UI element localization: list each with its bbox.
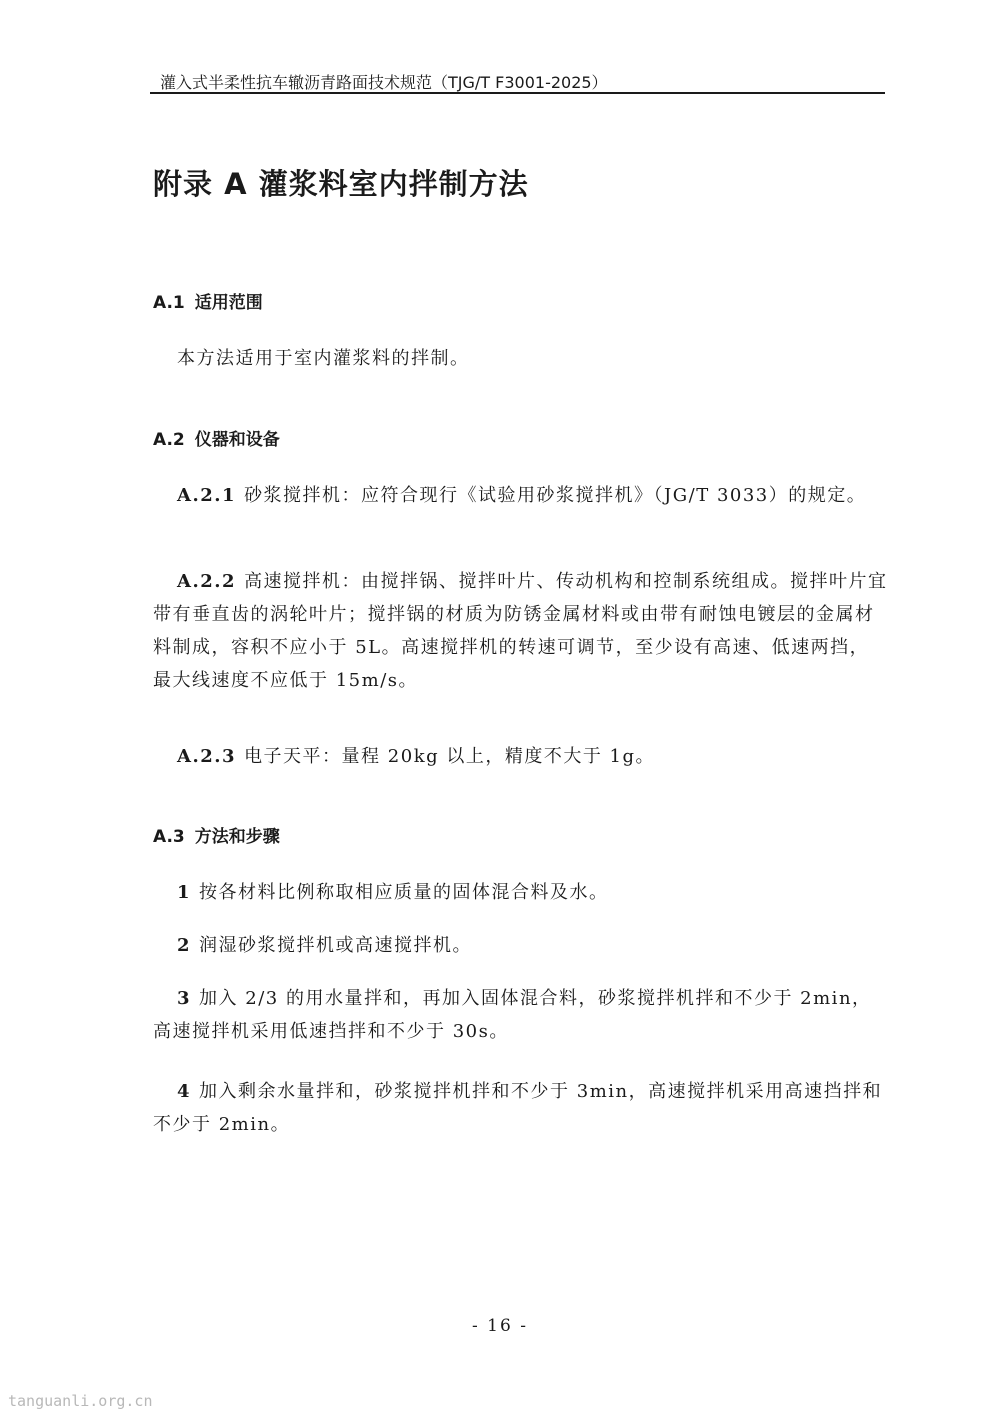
section-a1-body: 本方法适用于室内灌浆料的拌制。 [177,348,470,369]
step-1 [153,876,888,909]
section-title: 方法和步骤 [194,827,280,847]
clause-number: A.2.1 [177,485,237,506]
section-number: A.2 [153,430,185,450]
section-title: 仪器和设备 [194,430,280,450]
step-text: 加入剩余水量拌和，砂浆搅拌机拌和不少于 3min，高速搅拌机采用高速挡拌和不少于 2min。 [153,1081,883,1135]
step-4 [153,1075,888,1141]
page-number: - 16 - [472,1316,528,1336]
clause-a2-3 [153,740,888,773]
clause-number: A.2.3 [177,746,237,767]
step-number: 4 [177,1081,192,1102]
step-text: 加入 2/3 的用水量拌和，再加入固体混合料，砂浆搅拌机拌和不少于 2min，高速搅拌机采用低速挡拌和不少于 30s。 [153,988,872,1042]
clause-a2-2 [153,565,888,697]
clause-text: 电子天平：量程 20kg 以上，精度不大于 1g。 [244,746,656,767]
section-heading-a3 [153,822,280,847]
clause-a2-1 [153,479,888,512]
step-number: 1 [177,882,192,903]
section-heading-a1 [153,288,263,313]
watermark: tanguanli.org.cn [8,1392,153,1410]
clause-text: 砂浆搅拌机：应符合现行《试验用砂浆搅拌机》（JG/T 3033）的规定。 [244,485,867,506]
running-header: 灌入式半柔性抗车辙沥青路面技术规范（TJG/T F3001-2025） [160,73,608,92]
step-number: 2 [177,935,192,956]
section-number: A.1 [153,293,185,313]
section-heading-a2 [153,425,280,450]
step-text: 润湿砂浆搅拌机或高速搅拌机。 [199,935,473,956]
header-divider [150,92,885,94]
appendix-title: 附录 A 灌浆料室内拌制方法 [153,167,529,201]
step-2 [153,929,888,962]
step-3 [153,982,888,1048]
clause-number: A.2.2 [177,571,237,592]
clause-text: 高速搅拌机：由搅拌锅、搅拌叶片、传动机构和控制系统组成。搅拌叶片宜带有垂直齿的涡轮叶片；搅拌锅的材质为防锈金属材料或由带有耐蚀电镀层的金属材料制成，容积不应小于 5L。高速搅拌机的转速可调节，至少设有高速、低速两挡，最大线速度不应低于 15m/s。 [153,571,888,691]
step-text: 按各材料比例称取相应质量的固体混合料及水。 [199,882,609,903]
section-title: 适用范围 [194,293,263,313]
step-number: 3 [177,988,192,1009]
section-number: A.3 [153,827,185,847]
